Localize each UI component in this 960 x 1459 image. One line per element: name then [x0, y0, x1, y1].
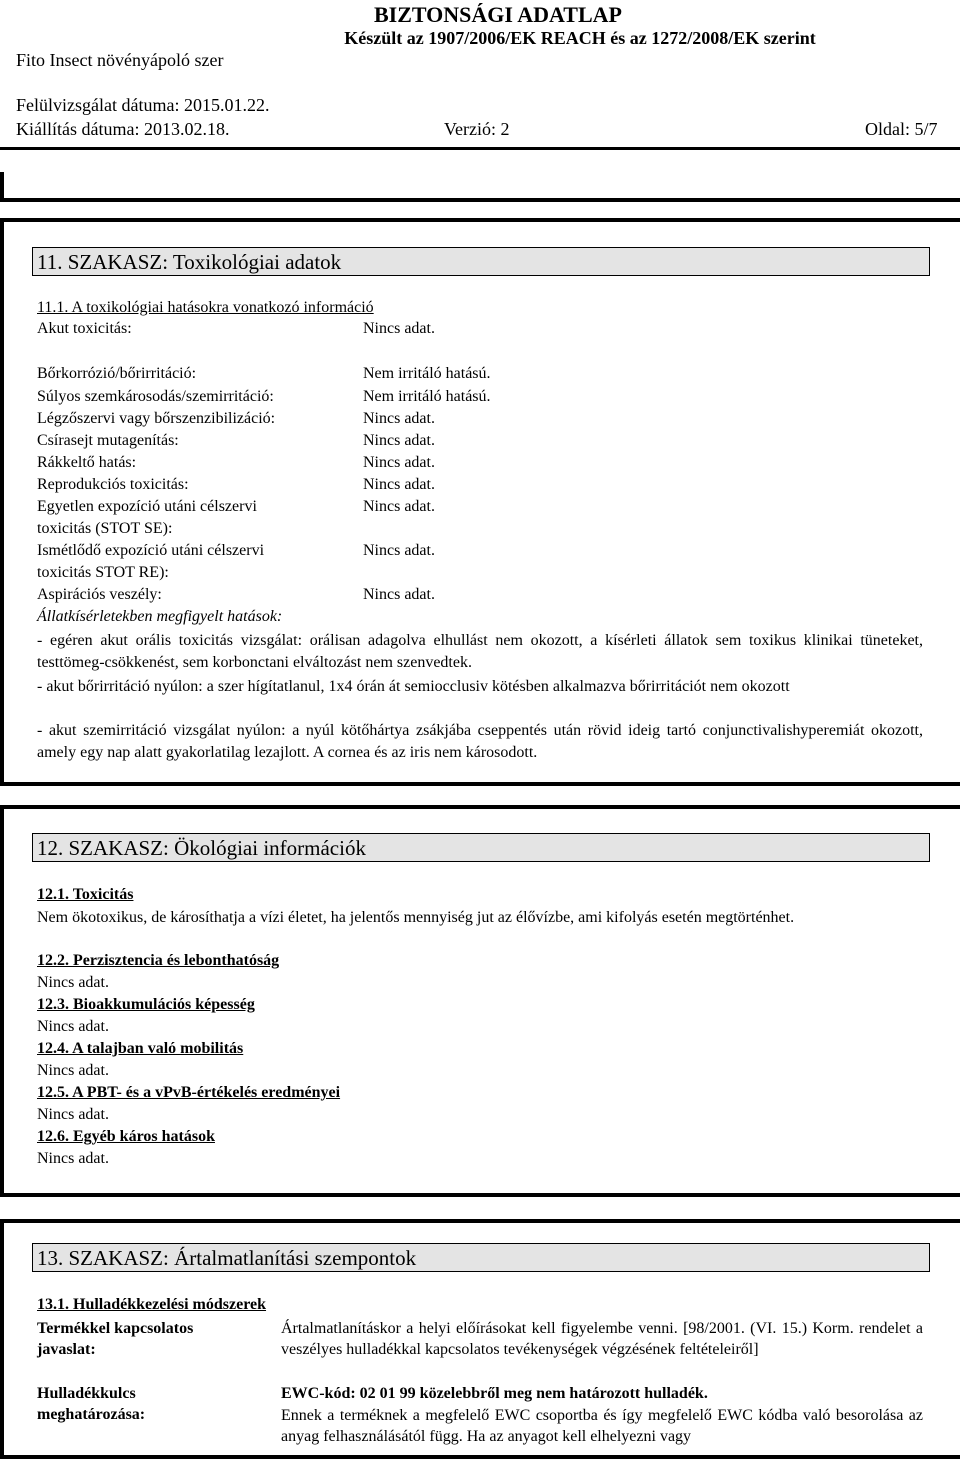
tox-row-label: Csírasejt mutagenítás:: [37, 432, 179, 449]
subsection-11-1-title: 11.1. A toxikológiai hatásokra vonatkozó információ: [37, 299, 374, 316]
waste-code: EWC-kód: 02 01 99 közelebbről meg nem határozott hulladék.: [281, 1385, 708, 1402]
tox-row-value: Nincs adat.: [363, 454, 435, 471]
section-11-title: 11. SZAKASZ: Toxikológiai adatok: [32, 247, 930, 276]
subsection-text: Nincs adat.: [37, 1150, 109, 1167]
animal-test-paragraph: - akut szemirritáció vizsgálat nyúlon: a nyúl kötőhártya zsákjába cseppentés után rövid ideig tartó conjunctivalishyperemiát okozott, amely egy nap alatt gyakorlatilag lezajlott. A cornea és az iris nem károsodott.: [37, 722, 923, 761]
animal-test-paragraph: - egéren akut orális toxicitás vizsgálat: orálisan adagolva elhullást nem okozott, a kísérleti állatok sem toxikus klinikai tüneteket, testtömeg-csökkenést, sem korbonctani elváltozást nem szenvedtek.: [37, 632, 923, 671]
subsection-text: Nincs adat.: [37, 1018, 109, 1035]
subsection-text: Nincs adat.: [37, 1062, 109, 1079]
subsection-heading: 12.6. Egyéb káros hatások: [37, 1128, 215, 1145]
product-disposal-text: Ártalmatlanításkor a helyi előírásokat kell figyelembe venni. [98/2001. (VI. 15.) Korm. rendelet a veszélyes hulladékkal kapcsolatos tevékenységek végzésének feltételeiről]: [281, 1320, 923, 1358]
tox-row-value: Nincs adat.: [363, 476, 435, 493]
acute-toxicity-value: Nincs adat.: [363, 320, 435, 337]
tox-row-value: Nincs adat.: [363, 432, 435, 449]
tox-row-label: Aspirációs veszély:: [37, 586, 162, 603]
page-number: Oldal: 5/7: [865, 119, 938, 139]
product-name: Fito Insect növényápoló szer: [16, 50, 224, 70]
tox-row-label: Reprodukciós toxicitás:: [37, 476, 189, 493]
tox-row-value: Nincs adat.: [363, 410, 435, 427]
acute-toxicity-label: Akut toxicitás:: [37, 320, 132, 337]
tox-row-value: Nem irritáló hatású.: [363, 388, 491, 405]
tox-row-label: Súlyos szemkárosodás/szemirritáció:: [37, 388, 274, 405]
document-subtitle: Készült az 1907/2006/EK REACH és az 1272/2008/EK szerint: [344, 28, 816, 48]
tox-row-label: Egyetlen expozíció utáni célszervi: [37, 498, 257, 515]
issue-date: Kiállítás dátuma: 2013.02.18.: [16, 119, 230, 139]
tox-row-label-cont: toxicitás STOT RE):: [37, 564, 169, 581]
subsection-heading: 12.3. Bioakkumulációs képesség: [37, 996, 255, 1013]
tox-row-value: Nincs adat.: [363, 498, 435, 515]
subsection-heading: 12.1. Toxicitás: [37, 886, 134, 903]
tox-row-value: Nincs adat.: [363, 586, 435, 603]
subsection-13-1-title: 13.1. Hulladékkezelési módszerek: [37, 1296, 267, 1313]
subsection-text: Nem ökotoxikus, de károsíthatja a vízi életet, ha jelentős mennyiség jut az élővízbe, ami kifolyás esetén megtörténhet.: [37, 909, 795, 926]
subsection-heading: 12.4. A talajban való mobilitás: [37, 1040, 244, 1057]
animal-test-paragraph: - akut bőrirritáció nyúlon: a szer hígítatlanul, 1x4 órán át semiocclusiv kötésben alkalmazva bőrirritációt nem okozott: [37, 678, 790, 695]
document-title: BIZTONSÁGI ADATLAP: [374, 2, 622, 27]
waste-code-text: Ennek a terméknek a megfelelő EWC csoportba és így megfelelő EWC kódba való besorolása az anyag felhasználásától függ. Ha az anyagot kell elhelyezni vagy: [281, 1407, 923, 1445]
tox-row-label-cont: toxicitás (STOT SE):: [37, 520, 173, 537]
subsection-text: Nincs adat.: [37, 974, 109, 991]
subsection-text: Nincs adat.: [37, 1106, 109, 1123]
tox-row-value: Nincs adat.: [363, 542, 435, 559]
tox-row-label: Ismétlődő expozíció utáni célszervi: [37, 542, 265, 559]
subsection-heading: 12.2. Perzisztencia és lebonthatóság: [37, 952, 280, 969]
tox-row-label: Légzőszervi vagy bőrszenzibilizáció:: [37, 410, 276, 427]
animal-tests-label: Állatkísérletekben megfigyelt hatások:: [37, 608, 283, 625]
previous-section-frame: [0, 172, 960, 202]
version: Verzió: 2: [444, 119, 510, 139]
section-13-title: 13. SZAKASZ: Ártalmatlanítási szempontok: [32, 1243, 930, 1272]
subsection-heading: 12.5. A PBT- és a vPvB-értékelés eredményei: [37, 1084, 341, 1101]
tox-row-label: Rákkeltő hatás:: [37, 454, 137, 471]
waste-code-label: Hulladékkulcs meghatározása:: [37, 1385, 146, 1423]
tox-row-value: Nem irritáló hatású.: [363, 365, 491, 382]
product-disposal-label: Termékkel kapcsolatos javaslat:: [37, 1320, 194, 1358]
tox-row-label: Bőrkorrózió/bőrirritáció:: [37, 365, 197, 382]
header-divider: [0, 147, 960, 150]
review-date: Felülvizsgálat dátuma: 2015.01.22.: [16, 95, 270, 115]
section-12-title: 12. SZAKASZ: Ökológiai információk: [32, 833, 930, 862]
